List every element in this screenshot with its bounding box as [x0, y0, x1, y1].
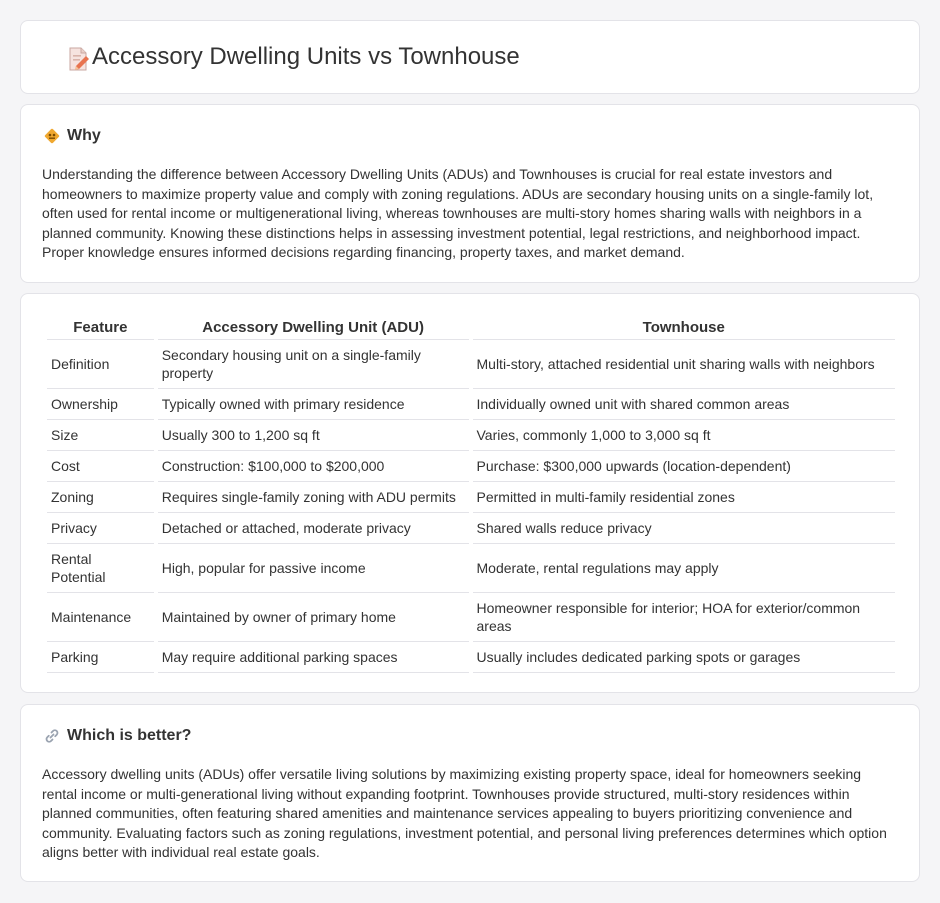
comparison-section	[20, 293, 920, 693]
table-row	[47, 513, 895, 544]
why-section	[20, 104, 920, 283]
townhouse-cell: Individually owned unit with shared common areas	[473, 389, 896, 420]
townhouse-cell: Permitted in multi-family residential zones	[473, 482, 896, 513]
warning-sign-icon	[43, 127, 61, 145]
why-text: Understanding the difference between Accessory Dwelling Units (ADUs) and Townhouses is crucial for real estate investors and homeowners to maximize property value and comply with zoning regulations. ADUs are secondary housing units on a single-family lot, often used for rental income or multigenerational living, whereas townhouses are multi-story homes sharing walls with neighbors in a planned community. Knowing these distinctions helps in assessing investment potential, legal restrictions, and neighborhood impact. Proper knowledge ensures informed decisions regarding financing, property taxes, and market demand.	[42, 166, 874, 260]
better-header	[43, 727, 191, 745]
better-text: Accessory dwelling units (ADUs) offer versatile living solutions by maximizing existing property space, ideal for homeowners seeking rental income or multi-generational living without expanding footprint. Townhouses provide structured, multi-story residences within planned communities, often featuring shared amenities and maintenance services appealing to buyers prioritizing convenience and community. Evaluating factors such as zoning regulations, investment potential, and personal living preferences determines which option aligns better with individual real estate goals.	[42, 766, 887, 860]
townhouse-cell: Usually includes dedicated parking spots or garages	[473, 642, 896, 673]
adu-cell: Construction: $100,000 to $200,000	[158, 451, 469, 482]
townhouse-cell: Purchase: $300,000 upwards (location-dependent)	[473, 451, 896, 482]
column-header: Feature	[47, 314, 154, 340]
table-row	[47, 544, 895, 593]
feature-cell: Ownership	[47, 389, 154, 420]
column-header: Townhouse	[473, 314, 896, 340]
townhouse-cell: Moderate, rental regulations may apply	[473, 544, 896, 593]
adu-cell: Typically owned with primary residence	[158, 389, 469, 420]
adu-cell: May require additional parking spaces	[158, 642, 469, 673]
comparison-table	[43, 314, 899, 673]
table-row	[47, 593, 895, 642]
page-title: Accessory Dwelling Units vs Townhouse	[92, 43, 520, 70]
feature-cell: Maintenance	[47, 593, 154, 642]
townhouse-cell: Shared walls reduce privacy	[473, 513, 896, 544]
table-row	[47, 642, 895, 673]
column-header: Accessory Dwelling Unit (ADU)	[158, 314, 469, 340]
feature-cell: Privacy	[47, 513, 154, 544]
table-header-row	[47, 314, 895, 340]
link-icon	[43, 727, 61, 745]
adu-cell: Detached or attached, moderate privacy	[158, 513, 469, 544]
feature-cell: Size	[47, 420, 154, 451]
feature-cell: Zoning	[47, 482, 154, 513]
table-row	[47, 482, 895, 513]
why-heading: Why	[67, 127, 101, 144]
document-pen-icon	[65, 46, 91, 72]
adu-cell: High, popular for passive income	[158, 544, 469, 593]
townhouse-cell: Varies, commonly 1,000 to 3,000 sq ft	[473, 420, 896, 451]
table-row	[47, 451, 895, 482]
table-row	[47, 389, 895, 420]
feature-cell: Parking	[47, 642, 154, 673]
better-heading: Which is better?	[67, 727, 192, 744]
title-card	[20, 20, 920, 94]
adu-cell: Requires single-family zoning with ADU permits	[158, 482, 469, 513]
feature-cell: Cost	[47, 451, 154, 482]
feature-cell: Rental Potential	[47, 544, 154, 593]
adu-cell: Maintained by owner of primary home	[158, 593, 469, 642]
feature-cell: Definition	[47, 340, 154, 389]
townhouse-cell: Homeowner responsible for interior; HOA for exterior/common areas	[473, 593, 896, 642]
table-row	[47, 420, 895, 451]
townhouse-cell: Multi-story, attached residential unit sharing walls with neighbors	[473, 340, 896, 389]
which-is-better-section	[20, 704, 920, 882]
why-header	[43, 127, 101, 145]
table-row	[47, 340, 895, 389]
adu-cell: Secondary housing unit on a single-family property	[158, 340, 469, 389]
adu-cell: Usually 300 to 1,200 sq ft	[158, 420, 469, 451]
